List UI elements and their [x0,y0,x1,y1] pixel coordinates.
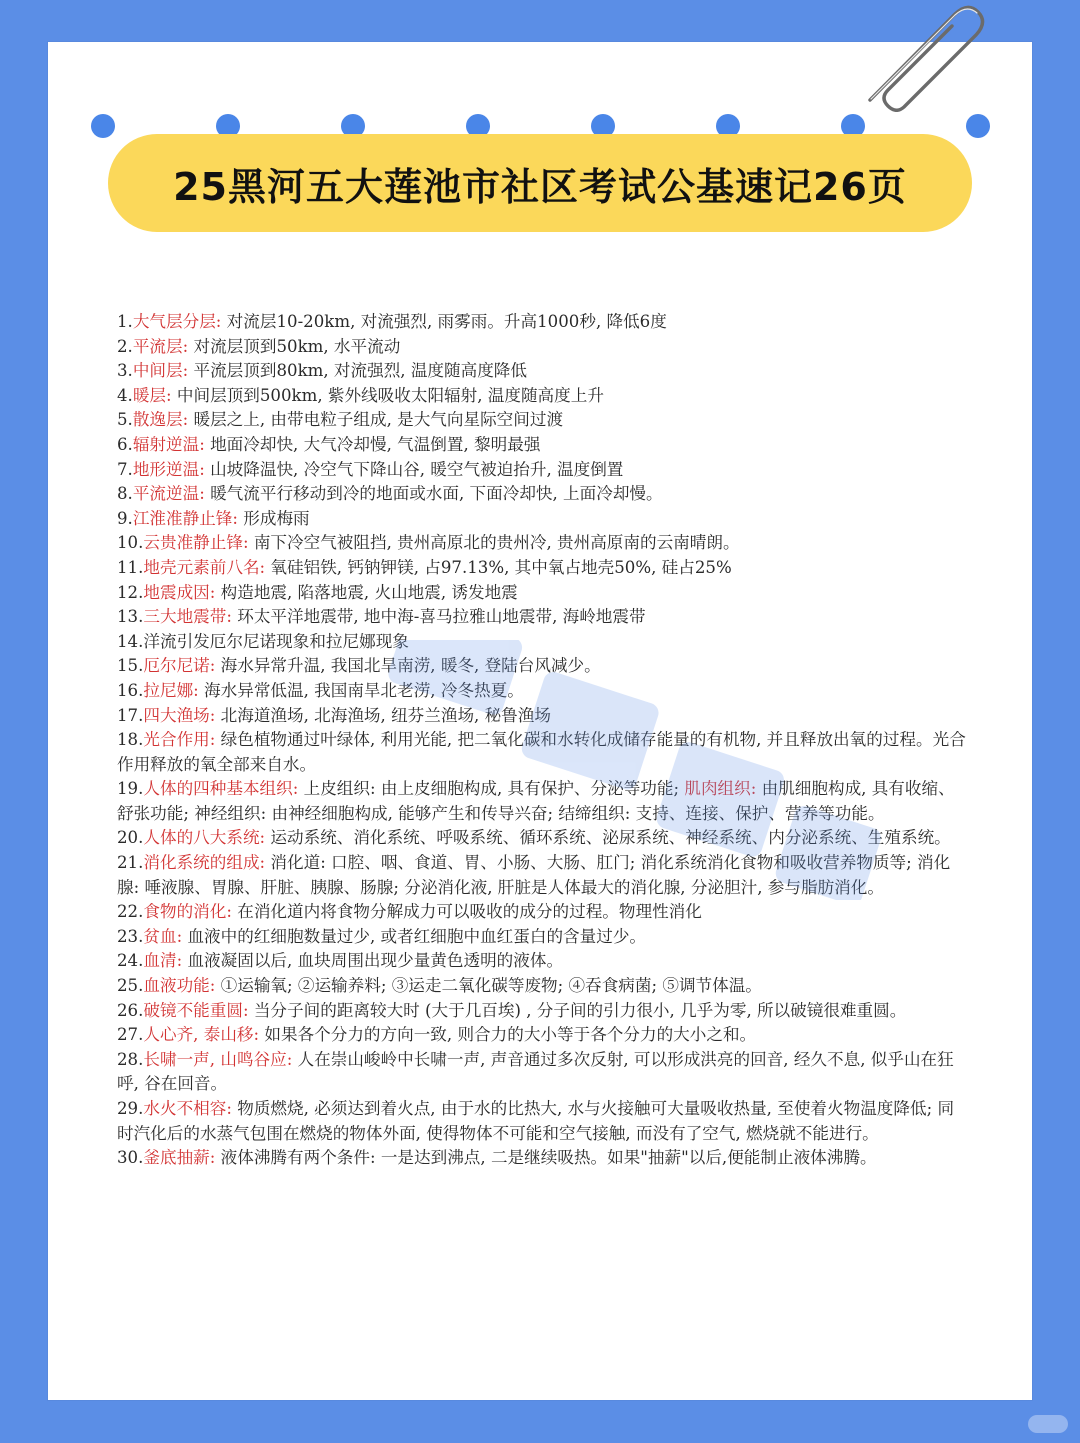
note-item [117,310,967,335]
note-number: 6. [117,434,133,454]
note-term: 暖层: [132,385,172,405]
note-item [117,679,967,704]
note-item [117,335,967,360]
note-text: 北海道渔场, 北海渔场, 纽芬兰渔场, 秘鲁渔场 [215,705,551,725]
note-number: 7. [117,459,133,479]
note-term: 地形逆温: [132,459,205,479]
note-term: 平流逆温: [132,484,205,504]
note-text: 暖气流平行移动到冷的地面或水面, 下面冷却快, 上面冷却慢。 [204,484,663,504]
note-item [117,654,967,679]
note-item [117,974,967,999]
note-number: 4. [117,385,133,405]
note-item [117,1146,967,1171]
note-term: 江淮准静止锋: [132,508,238,528]
note-term: 云贵准静止锋: [143,533,249,553]
note-term: 厄尔尼诺: [143,656,216,676]
note-text: 物质燃烧, 必须达到着火点, 由于水的比热大, 水与火接触可大量吸收热量, 至使着火物温度降低; 同时汽化后的水蒸气包围在燃烧的物体外面, 使得物体不可能和空气接触, 而没有了空气, 燃烧就不能进行。 [117,1099,955,1143]
note-number: 11. [117,557,144,577]
note-number: 16. [117,680,144,700]
note-number: 19. [117,779,144,799]
note-term: 破镜不能重圆: [143,1000,249,1020]
note-term: 地壳元素前八名: [143,557,266,577]
note-term: 散逸层: [132,410,189,430]
note-term: 平流层: [132,336,189,356]
note-term: 中间层: [132,361,189,381]
corner-badge [1028,1415,1068,1433]
note-number: 22. [117,902,144,922]
note-item [117,408,967,433]
note-text: 消化道: 口腔、咽、食道、胃、小肠、大肠、肛门; 消化系统消化食物和吸收营养物质等; 消化腺: 唾液腺、胃腺、肝脏、胰腺、肠腺; 分泌消化液, 肝脏是人体最大的消化腺, 分泌胆汁, 参与脂肪消化。 [117,853,951,897]
note-term: 水火不相容: [143,1099,232,1118]
note-number: 29. [117,1099,144,1118]
note-item [117,605,967,630]
note-text: 绿色植物通过叶绿体, 利用光能, 把二氧化碳和水转化成储存能量的有机物, 并且释放出氧的过程。光合作用释放的氧全部来自水。 [117,730,966,774]
note-item [117,458,967,483]
note-number: 17. [117,705,144,725]
note-number: 10. [117,533,144,553]
note-term: 三大地震带: [143,607,232,627]
note-item [117,482,967,507]
note-item [117,630,967,655]
note-text: 由肌细胞构成, 具有收缩、舒张功能; 神经组织: 由神经细胞构成, 能够产生和传导兴奋; 结缔组织: 支持、连接、保护、营养等功能。 [117,779,955,823]
note-item [117,1023,967,1048]
note-term: 四大渔场: [143,705,216,725]
note-text: 构造地震, 陷落地震, 火山地震, 诱发地震 [215,582,518,602]
binder-hole [966,114,990,138]
note-number: 15. [117,656,144,676]
note-text: 血液凝固以后, 血块周围出现少量黄色透明的液体。 [182,951,564,971]
note-paper [48,42,1032,1400]
note-number: 21. [117,853,144,873]
note-term: 人体的四种基本组织: [143,779,299,799]
note-text: 当分子间的距离较大时 (大于几百埃) , 分子间的引力很小, 几乎为零, 所以破镜很难重圆。 [248,1000,907,1020]
note-text: 运动系统、消化系统、呼吸系统、循环系统、泌尿系统、神经系统、内分泌系统、生殖系统。 [265,828,951,848]
note-item [117,851,967,900]
note-item [117,556,967,581]
title-banner [108,134,972,232]
note-number: 9. [117,508,133,528]
note-text: ①运输氧; ②运输养料; ③运走二氧化碳等废物; ④吞食病菌; ⑤调节体温。 [215,976,762,996]
notes-list [117,310,967,1171]
note-item [117,704,967,729]
note-item [117,900,967,925]
note-text: 氧硅铝铁, 钙钠钾镁, 占97.13%, 其中氧占地壳50%, 硅占25% [265,557,732,577]
note-number: 5. [117,410,133,430]
note-text: 地面冷却快, 大气冷却慢, 气温倒置, 黎明最强 [204,434,541,454]
note-term: 拉尼娜: [143,680,199,700]
note-item [117,433,967,458]
note-number: 1. [117,312,133,331]
note-number: 30. [117,1148,144,1168]
note-item [117,925,967,950]
note-number: 28. [117,1049,144,1069]
note-text: 如果各个分力的方向一致, 则合力的大小等于各个分力的大小之和。 [259,1025,757,1045]
note-item [117,728,967,777]
note-term: 长啸一声, 山鸣谷应: [143,1049,293,1069]
note-text: 液体沸腾有两个条件: 一是达到沸点, 二是继续吸热。如果"抽薪"以后,便能制止液体沸腾。 [215,1148,877,1168]
binder-hole [91,114,115,138]
note-number: 20. [117,828,144,848]
note-item [117,949,967,974]
note-term: 辐射逆温: [132,434,205,454]
note-term: 光合作用: [143,730,216,750]
note-text: 中间层顶到500km, 紫外线吸收太阳辐射, 温度随高度上升 [171,385,604,405]
note-text: 形成梅雨 [238,508,310,528]
note-text: 对流层顶到50km, 水平流动 [188,336,401,356]
note-item [117,507,967,532]
note-number: 26. [117,1000,144,1020]
note-text: 海水异常升温, 我国北旱南涝, 暖冬, 登陆台风减少。 [215,656,601,676]
note-term: 人心齐, 泰山移: [143,1025,260,1045]
note-text: 平流层顶到80km, 对流强烈, 温度随高度降低 [188,361,527,381]
note-text: 山坡降温快, 冷空气下降山谷, 暖空气被迫抬升, 温度倒置 [204,459,624,479]
note-number: 8. [117,484,133,504]
note-term: 地震成因: [143,582,216,602]
note-term: 血清: [143,951,183,971]
note-number: 24. [117,951,144,971]
note-term: 食物的消化: [143,902,232,922]
note-number: 23. [117,926,144,946]
note-item [117,581,967,606]
note-term: 大气层分层: [132,312,222,331]
note-item [117,1097,967,1146]
note-term: 贫血: [143,926,183,946]
note-item [117,531,967,556]
note-term: 人体的八大系统: [143,828,266,848]
note-item [117,1048,967,1097]
note-text: 对流层10-20km, 对流强烈, 雨雾雨。升高1000秒, 降低6度 [221,312,667,331]
note-number: 13. [117,607,144,627]
note-number: 3. [117,361,133,381]
note-term: 消化系统的组成: [143,853,266,873]
note-text: 上皮组织: 由上皮细胞构成, 具有保护、分泌等功能; [298,779,685,799]
note-text: 洋流引发厄尔尼诺现象和拉尼娜现象 [143,631,409,651]
note-item [117,384,967,409]
note-number: 2. [117,336,133,356]
note-number: 18. [117,730,144,750]
page-title: 25黑河五大莲池市社区考试公基速记26页 [173,164,907,209]
note-number: 27. [117,1025,144,1045]
note-number: 25. [117,976,144,996]
note-item [117,777,967,826]
note-item [117,999,967,1024]
note-text: 环太平洋地震带, 地中海-喜马拉雅山地震带, 海岭地震带 [231,607,646,627]
note-number: 14. [117,631,144,651]
note-text: 在消化道内将食物分解成力可以吸收的成分的过程。物理性消化 [231,902,702,922]
note-term: 血液功能: [143,976,216,996]
note-text: 南下冷空气被阻挡, 贵州高原北的贵州冷, 贵州高原南的云南晴朗。 [248,533,740,553]
note-term: 釜底抽薪: [143,1148,216,1168]
note-text: 暖层之上, 由带电粒子组成, 是大气向星际空间过渡 [188,410,564,430]
note-term: 肌肉组织: [684,779,757,799]
note-item [117,359,967,384]
note-item [117,826,967,851]
note-text: 人在崇山峻岭中长啸一声, 声音通过多次反射, 可以形成洪亮的回音, 经久不息, 似乎山在狂呼, 谷在回音。 [117,1049,954,1094]
paperclip-icon [860,0,990,112]
note-number: 12. [117,582,144,602]
note-text: 海水异常低温, 我国南旱北老涝, 冷冬热夏。 [198,680,524,700]
note-text: 血液中的红细胞数量过少, 或者红细胞中血红蛋白的含量过少。 [182,926,647,946]
